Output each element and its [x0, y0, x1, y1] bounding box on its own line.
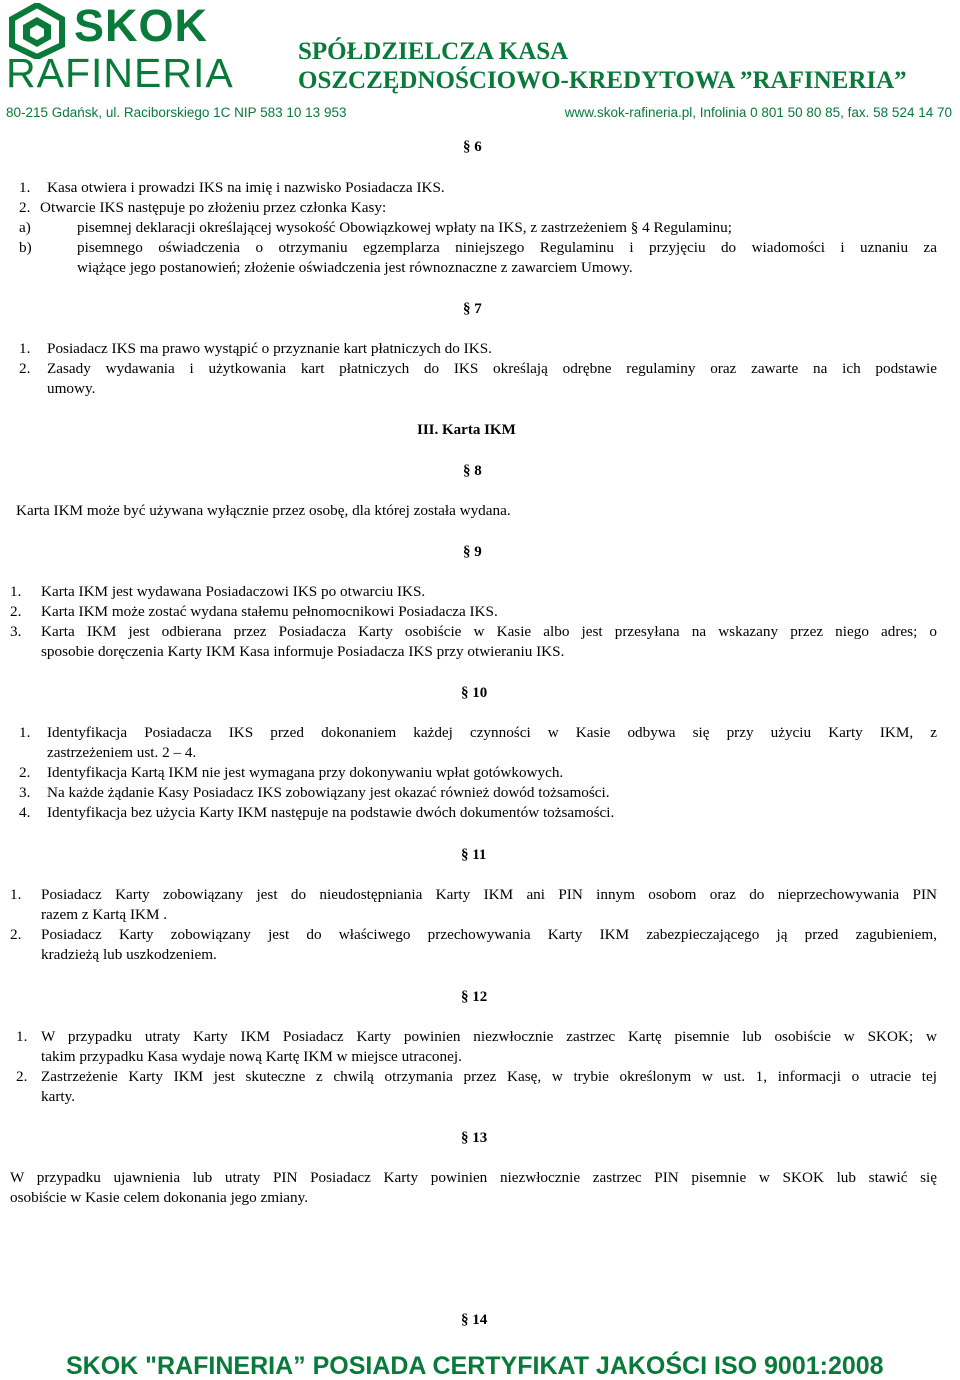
s11-item1-number: 1.	[10, 886, 22, 903]
s7-item2-line1: Zasady wydawania i użytkowania kart płatniczych do IKS określają odrębne regulaminy oraz zawarte na ich podstawie	[47, 360, 937, 377]
header-title-line1: SPÓŁDZIELCZA KASA	[298, 38, 569, 65]
s10-item2-text: Identyfikacja Kartą IKM nie jest wymagana przy dokonywaniu wpłat gotówkowych.	[47, 764, 564, 781]
s6-item-b-line2: wiążące jego postanowień; złożenie oświadczenia jest równoznaczne z zawarciem Umowy.	[77, 259, 633, 276]
s6-item1-text: Kasa otwiera i prowadzi IKS na imię i nazwisko Posiadacza IKS.	[47, 179, 445, 196]
section-14-heading: § 14	[461, 1312, 488, 1328]
s12-item2-line2: karty.	[41, 1088, 76, 1105]
s9-item2-text: Karta IKM może zostać wydana stałemu pełnomocnikowi Posiadacza IKS.	[41, 603, 498, 620]
s6-item2-number: 2.	[19, 199, 31, 216]
s9-item3-line1: Karta IKM jest odbierana przez Posiadacza Karty osobiście w Kasie albo jest przesyłana na wskazany przez niego adres; o	[41, 623, 937, 640]
section-10-heading: § 10	[461, 685, 488, 701]
s8-text: Karta IKM może być używana wyłącznie przez osobę, dla której została wydana.	[16, 502, 511, 519]
s6-item2-text: Otwarcie IKS następuje po złożeniu przez członka Kasy:	[40, 199, 387, 216]
s11-item2-line2: kradzieżą lub uszkodzeniem.	[41, 946, 217, 963]
s10-item1-line2: zastrzeżeniem ust. 2 – 4.	[47, 744, 197, 761]
s9-item3-line2: sposobie doręczenia Karty IKM Kasa informuje Posiadacza IKS przy otwieraniu IKS.	[41, 643, 565, 660]
section-11-heading: § 11	[461, 847, 487, 863]
s10-item3-text: Na każde żądanie Kasy Posiadacz IKS zobowiązany jest okazać również dowód tożsamości.	[47, 784, 610, 801]
s7-item2-line2: umowy.	[47, 380, 96, 397]
s7-item1-number: 1.	[19, 340, 31, 357]
s7-item2-number: 2.	[19, 360, 31, 377]
section-13-heading: § 13	[461, 1130, 488, 1146]
s13-line1: W przypadku ujawnienia lub utraty PIN Posiadacz Karty powinien niezwłocznie zastrzec PIN pisemnie w SKOK lub stawić się	[10, 1169, 937, 1186]
section-12-heading: § 12	[461, 989, 488, 1005]
s7-item1-text: Posiadacz IKS ma prawo wystąpić o przyznanie kart płatniczych do IKS.	[47, 340, 492, 357]
section-9-heading: § 9	[463, 544, 482, 560]
s9-item3-number: 3.	[10, 623, 22, 640]
s6-item-a-text: pisemnej deklaracji określającej wysokość Obowiązkowej wpłaty na IKS, z zastrzeżeniem § 4 Regulaminu;	[77, 219, 732, 236]
logo-text-skok: SKOK	[74, 0, 209, 51]
s12-item2-number: 2.	[16, 1068, 28, 1085]
s10-item3-number: 3.	[19, 784, 31, 801]
s13-line2: osobiście w Kasie celem dokonania jego zmiany.	[10, 1189, 309, 1206]
header-contact-info: www.skok-rafineria.pl, Infolinia 0 801 50 80 85, fax. 58 524 14 70	[564, 105, 952, 120]
s11-item2-line1: Posiadacz Karty zobowiązany jest do właściwego przechowywania Karty IKM zabezpieczającego ją przed zagubieniem,	[41, 926, 937, 943]
section-8-heading: § 8	[463, 463, 482, 479]
s12-item2-line1: Zastrzeżenie Karty IKM jest skuteczne z chwilą otrzymania przez Kasę, w trybie określonym w ust. 1, informacji o utracie tej	[41, 1068, 937, 1085]
section-7-heading: § 7	[463, 301, 482, 317]
s6-item-b-label: b)	[19, 239, 32, 256]
s10-item4-number: 4.	[19, 804, 31, 821]
header-address: 80-215 Gdańsk, ul. Raciborskiego 1C NIP 583 10 13 953	[6, 105, 347, 120]
s9-item1-number: 1.	[10, 583, 22, 600]
s12-item1-line2: takim przypadku Kasa wydaje nową Kartę IKM w miejsce utraconej.	[41, 1048, 462, 1065]
skok-logo	[6, 0, 234, 96]
footer-certificate: SKOK "RAFINERIA” POSIADA CERTYFIKAT JAKOŚCI ISO 9001:2008	[66, 1352, 884, 1380]
header-title-line2: OSZCZĘDNOŚCIOWO-KREDYTOWA ”RAFINERIA”	[298, 67, 907, 94]
s11-item1-line1: Posiadacz Karty zobowiązany jest do nieudostępniania Karty IKM ani PIN innym osobom oraz do nieprzechowywania PIN	[41, 886, 937, 903]
s6-item1-number: 1.	[19, 179, 31, 196]
s9-item2-number: 2.	[10, 603, 22, 620]
logo-text-rafineria: RAFINERIA	[6, 50, 234, 96]
s11-item1-line2: razem z Kartą IKM .	[41, 906, 168, 923]
chapter-3-heading: III. Karta IKM	[417, 422, 516, 438]
s10-item2-number: 2.	[19, 764, 31, 781]
s6-item-b-line1: pisemnego oświadczenia o otrzymaniu egzemplarza niniejszego Regulaminu i przyjęciu do wiadomości i uznaniu za	[77, 239, 937, 256]
section-6-heading: § 6	[463, 139, 482, 155]
s12-item1-line1: W przypadku utraty Karty IKM Posiadacz Karty powinien niezwłocznie zastrzec Kartę pisemnie lub osobiście w SKOK; w	[41, 1028, 937, 1045]
s10-item1-line1: Identyfikacja Posiadacza IKS przed dokonaniem każdej czynności w Kasie odbywa się przy użyciu Karty IKM, z	[47, 724, 937, 741]
s10-item4-text: Identyfikacja bez użycia Karty IKM następuje na podstawie dwóch dokumentów tożsamości.	[47, 804, 615, 821]
s9-item1-text: Karta IKM jest wydawana Posiadaczowi IKS po otwarciu IKS.	[41, 583, 426, 600]
s11-item2-number: 2.	[10, 926, 22, 943]
s6-item-a-label: a)	[19, 219, 31, 236]
s10-item1-number: 1.	[19, 724, 31, 741]
s12-item1-number: 1.	[16, 1028, 28, 1045]
